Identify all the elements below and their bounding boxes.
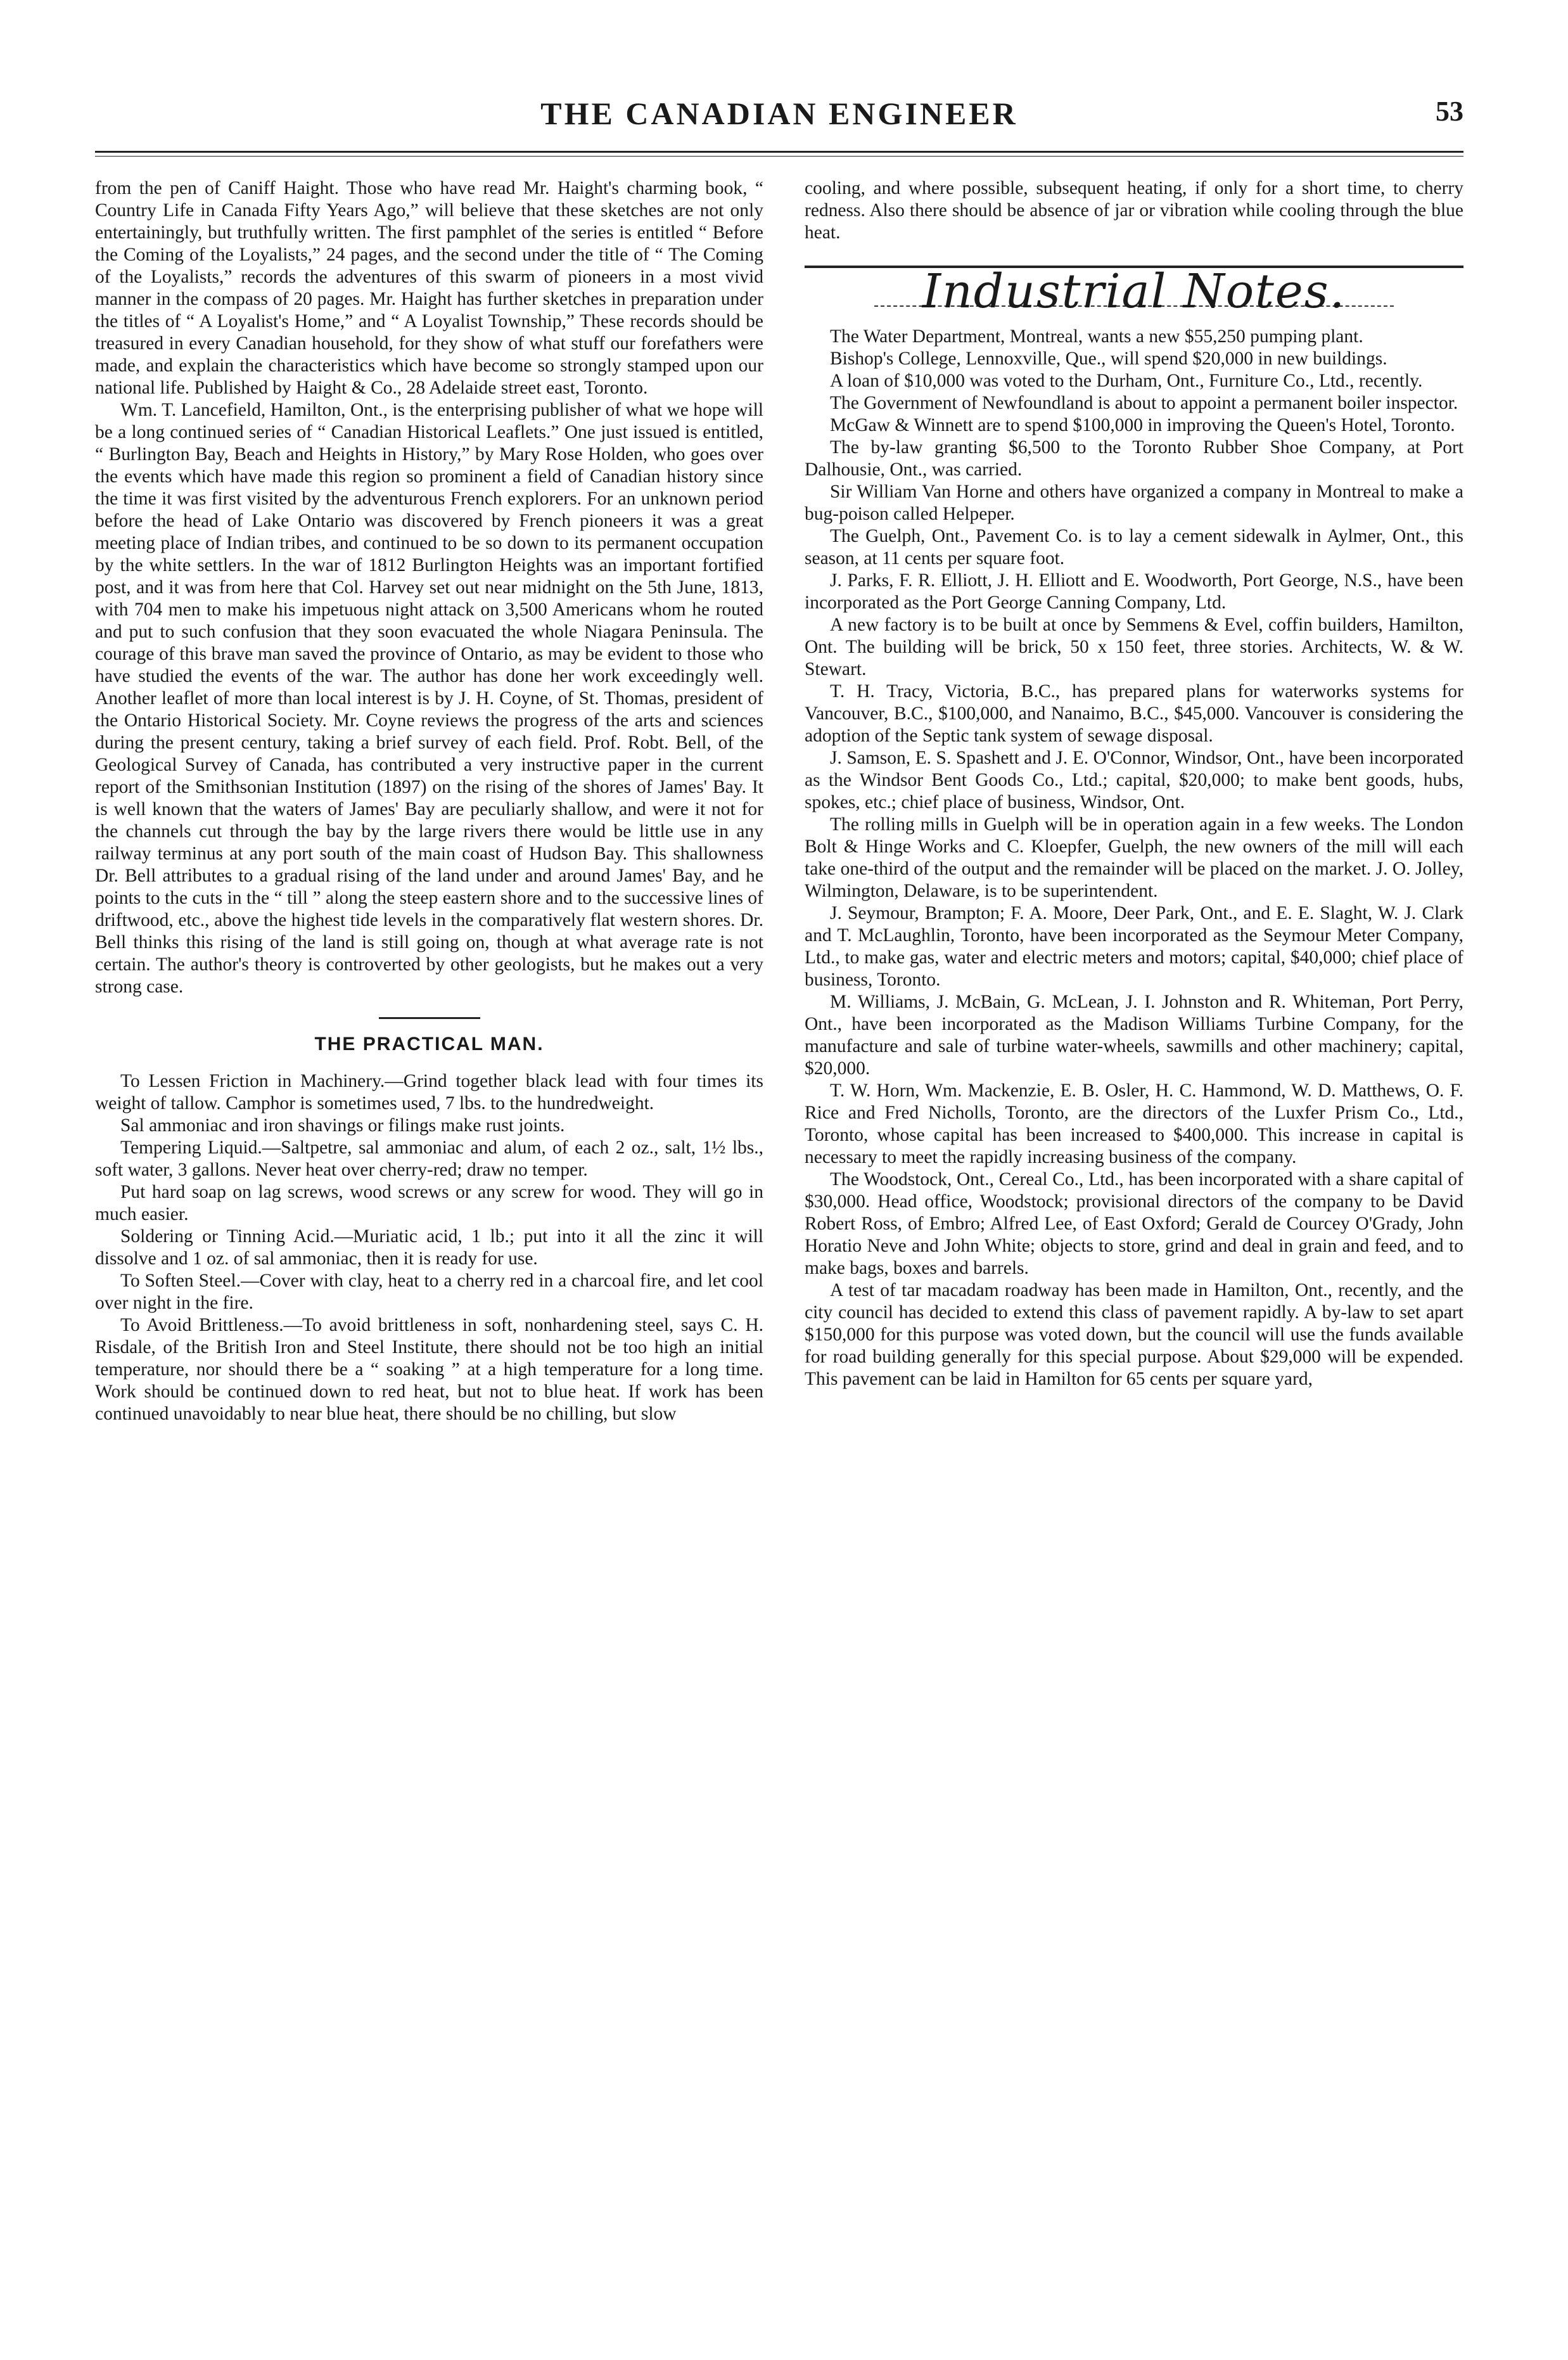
industrial-note: A new factory is to be built at once by Semmens & Evel, coffin builders, Hamilton, Ont. The building will be brick, 50 x 150 feet, three stories. Architects, W. & W. Stewart. [805, 615, 1463, 679]
industrial-note: T. H. Tracy, Victoria, B.C., has prepared plans for waterworks systems for Vancouver, B.C., $100,000, and Nanaimo, B.C., $45,000. Vancouver is considering the adoption of the Septic tank system of sewage disposal. [805, 681, 1463, 746]
header-rule-thin [95, 156, 1463, 157]
industrial-notes-title: Industrial Notes. [922, 264, 1346, 319]
practical-tip: To Lessen Friction in Machinery.—Grind together black lead with four times its weight of tallow. Camphor is sometimes used, 7 lbs. to the hundredweight. [95, 1071, 763, 1113]
left-column [95, 177, 763, 1425]
industrial-note: J. Parks, F. R. Elliott, J. H. Elliott and E. Woodworth, Port George, N.S., have been incorporated as the Port George Canning Company, Ltd. [805, 570, 1463, 613]
practical-tip: Sal ammoniac and iron shavings or filings make rust joints. [120, 1115, 565, 1136]
industrial-note: M. Williams, J. McBain, G. McLean, J. I. Johnston and R. Whiteman, Port Perry, Ont., have been incorporated as the Madison Williams Turbine Company, for the manufacture and sale of turbine water-wheels, sawmills and other machinery; capital, $20,000. [805, 992, 1463, 1079]
practical-tip: To Soften Steel.—Cover with clay, heat to a cherry red in a charcoal fire, and let cool over night in the fire. [95, 1271, 763, 1313]
industrial-note: The rolling mills in Guelph will be in operation again in a few weeks. The London Bolt & Hinge Works and C. Kloepfer, Guelph, the new owners of the mill will each take one-third of the output and the remainder will be placed on the market. J. O. Jolley, Wilmington, Delaware, is to be superintendent. [805, 814, 1463, 901]
practical-tip: Tempering Liquid.—Saltpetre, sal ammoniac and alum, of each 2 oz., salt, 1½ lbs., soft water, 3 gallons. Never heat over cherry-red; draw no temper. [95, 1138, 763, 1180]
practical-tip: Put hard soap on lag screws, wood screws or any screw for wood. They will go in much easier. [95, 1182, 763, 1224]
section-divider [379, 1017, 480, 1019]
industrial-note: McGaw & Winnett are to spend $100,000 in improving the Queen's Hotel, Toronto. [830, 415, 1455, 435]
industrial-note: J. Samson, E. S. Spashett and J. E. O'Connor, Windsor, Ont., have been incorporated as the Windsor Bent Goods Co., Ltd.; capital, $20,000; to make bent goods, hubs, spokes, etc.; chief place of business, Windsor, Ont. [805, 748, 1463, 812]
page-number: 53 [1436, 96, 1463, 127]
industrial-note: The Water Department, Montreal, wants a new $55,250 pumping plant. [830, 326, 1363, 347]
industrial-note: A test of tar macadam roadway has been made in Hamilton, Ont., recently, and the city council has decided to extend this class of pavement rapidly. A by-law to set apart $150,000 for this purpose was voted down, but the council will use the funds available for road building generally for this special purpose. About $29,000 will be expended. This pavement can be laid in Hamilton for 65 cents per square yard, [805, 1280, 1463, 1389]
industrial-note: The by-law granting $6,500 to the Toronto Rubber Shoe Company, at Port Dalhousie, Ont., was carried. [805, 437, 1463, 480]
industrial-note: The Government of Newfoundland is about to appoint a permanent boiler inspector. [830, 393, 1458, 413]
industrial-note: J. Seymour, Brampton; F. A. Moore, Deer Park, Ont., and E. E. Slaght, W. J. Clark and T. McLaughlin, Toronto, have been incorporated as the Seymour Meter Company, Ltd., to make gas, water and electric meters and motors; capital, $40,000; chief place of business, Toronto. [805, 903, 1463, 990]
industrial-note: A loan of $10,000 was voted to the Durham, Ont., Furniture Co., Ltd., recently. [830, 371, 1423, 391]
book-review-paragraph: from the pen of Caniff Haight. Those who have read Mr. Haight's charming book, “ Country Life in Canada Fifty Years Ago,” will believe that these sketches are not only entertainingly, but truthfully written. The first pamphlet of the series is entitled “ Before the Coming of the Loyalists,” 24 pages, and the second under the title of “ The Coming of the Loyalists,” records the adventures of this swarm of pioneers in a most vivid manner in the compass of 20 pages. Mr. Haight has further sketches in preparation under the titles of “ A Loyalist's Home,” and “ A Loyalist Township,” These records should be treasured in every Canadian household, for they show of what stuff our forefathers were made, and explain the characteristics which have become so strongly stamped upon our national life. Published by Haight & Co., 28 Adelaide street east, Toronto. [95, 178, 763, 398]
industrial-note: Bishop's College, Lennoxville, Que., will spend $20,000 in new buildings. [830, 349, 1387, 369]
industrial-note: The Guelph, Ont., Pavement Co. is to lay a cement sidewalk in Aylmer, Ont., this season, at 11 cents per square foot. [805, 526, 1463, 568]
continuation-paragraph: cooling, and where possible, subsequent heating, if only for a short time, to cherry redness. Also there should be absence of jar or vibration while cooling through the blue heat. [805, 178, 1463, 243]
industrial-note: Sir William Van Horne and others have organized a company in Montreal to make a bug-poison called Helpeper. [805, 482, 1463, 524]
right-column [805, 177, 1463, 1390]
practical-tip: Soldering or Tinning Acid.—Muriatic acid, 1 lb.; put into it all the zinc it will dissolve and 1 oz. of sal ammoniac, then it is ready for use. [95, 1226, 763, 1269]
practical-tip: To Avoid Brittleness.—To avoid brittleness in soft, nonhardening steel, says C. H. Risdale, of the British Iron and Steel Institute, there should not be too high an initial temperature, nor should there be a “ soaking ” at a high temperature for a long time. Work should be continued down to red heat, but not to blue heat. If work has been continued unavoidably to near blue heat, there should be no chilling, but slow [95, 1315, 763, 1424]
book-review-paragraph: Wm. T. Lancefield, Hamilton, Ont., is the enterprising publisher of what we hope will be a long continued series of “ Canadian Historical Leaflets.” One just issued is entitled, “ Burlington Bay, Beach and Heights in History,” by Mary Rose Holden, who goes over the events which have made this region so prominent a field of Canadian history since the time it was first visited by the adventurous French explorers. For an unknown period before the head of Lake Ontario was discovered by French pioneers it was a great meeting place of Indian tribes, and continued to be so down to its permanent occupation by the white settlers. In the war of 1812 Burlington Heights was an important fortified post, and it was from here that Col. Harvey set out near midnight on the 5th June, 1813, with 704 men to make his impetuous night attack on 3,500 Americans whom he routed and put to such confusion that they soon evacuated the whole Niagara Peninsula. The courage of this brave man saved the province of Ontario, as may be evident to those who have studied the events of the war. The author has done her work exceedingly well. Another leaflet of more than local interest is by J. H. Coyne, of St. Thomas, president of the Ontario Historical Society. Mr. Coyne reviews the progress of the arts and sciences during the present century, taking a brief survey of each field. Prof. Robt. Bell, of the Geological Survey of Canada, has contributed a very instructive paper in the current report of the Smithsonian Institution (1897) on the rising of the shores of James' Bay. It is well known that the waters of James' Bay are peculiarly shallow, and were it not for the channels cut through the bay by the large rivers there would be little use in any railway terminus at any port south of the main coast of Hudson Bay. This shallowness Dr. Bell attributes to a gradual rising of the land under and around James' Bay, and he points to the cuts in the “ till ” along the steep eastern shore and to the successive lines of driftwood, etc., above the highest tide levels in the comparatively flat western shores. Dr. Bell thinks this rising of the land is still going on, though at what average rate is not certain. The author's theory is controverted by other geologists, but he makes out a very strong case. [95, 400, 763, 997]
industrial-note: The Woodstock, Ont., Cereal Co., Ltd., has been incorporated with a share capital of $30,000. Head office, Woodstock; provisional directors of the company to be David Robert Ross, of Embro; Alfred Lee, of East Oxford; Gerald de Courcey O'Grady, John Horatio Neve and John White; objects to store, grind and deal in grain and feed, and to make bags, boxes and barrels. [805, 1169, 1463, 1278]
section-heading-practical-man: THE PRACTICAL MAN. [314, 1034, 544, 1055]
running-title: THE CANADIAN ENGINEER [540, 96, 1018, 131]
header-rule [95, 151, 1463, 153]
industrial-note: T. W. Horn, Wm. Mackenzie, E. B. Osler, H. C. Hammond, W. D. Matthews, O. F. Rice and Fred Nicholls, Toronto, are the directors of the Luxfer Prism Co., Ltd., Toronto, whose capital has been increased to $400,000. This increase in capital is necessary to meet the rapidly increasing business of the company. [805, 1081, 1463, 1167]
page-header [95, 89, 1463, 152]
